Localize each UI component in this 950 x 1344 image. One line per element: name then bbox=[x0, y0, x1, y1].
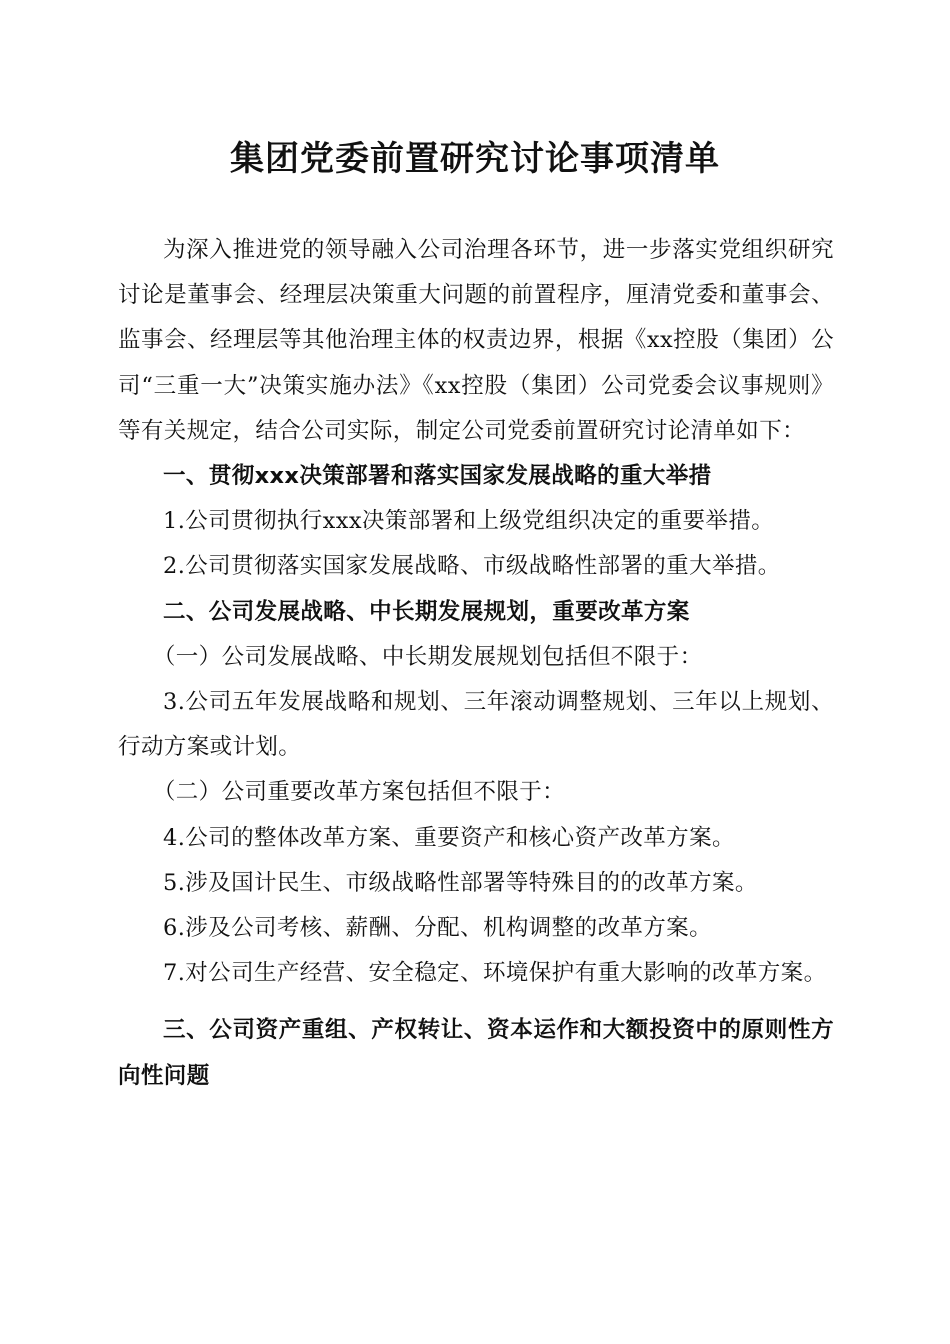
item-3: 3.公司五年发展战略和规划、三年滚动调整规划、三年以上规划、行动方案或计划。 bbox=[118, 689, 834, 761]
section-2-heading: 二、公司发展战略、中长期发展规划，重要改革方案 bbox=[163, 598, 690, 625]
item-4: 4.公司的整体改革方案、重要资产和核心资产改革方案。 bbox=[163, 824, 735, 851]
section-2-sub-1: （一）公司发展战略、中长期发展规划包括但不限于： bbox=[152, 643, 703, 670]
document-title: 集团党委前置研究讨论事项清单 bbox=[230, 139, 720, 179]
item-2: 2.公司贯彻落实国家发展战略、市级战略性部署的重大举措。 bbox=[163, 553, 781, 580]
intro-paragraph: 为深入推进党的领导融入公司治理各环节，进一步落实党组织研究讨论是董事会、经理层决策重大问题的前置程序，厘清党委和董事会、监事会、经理层等其他治理主体的权责边界，根据《xx控股（集团）公司“三重一大”决策实施办法》《xx控股（集团）公司党委会议事规则》等有关规定，结合公司实际，制定公司党委前置研究讨论清单如下： bbox=[118, 237, 834, 444]
item-5: 5.涉及国计民生、市级战略性部署等特殊目的的改革方案。 bbox=[163, 869, 758, 896]
section-1-heading: 一、贯彻xxx决策部署和落实国家发展战略的重大举措 bbox=[163, 463, 712, 490]
item-6: 6.涉及公司考核、薪酬、分配、机构调整的改革方案。 bbox=[163, 915, 712, 942]
item-1: 1.公司贯彻执行xxx决策部署和上级党组织决定的重要举措。 bbox=[163, 508, 775, 535]
item-7: 7.对公司生产经营、安全稳定、环境保护有重大影响的改革方案。 bbox=[163, 960, 827, 987]
section-2-sub-2: （二）公司重要改革方案包括但不限于： bbox=[152, 779, 566, 806]
document-body bbox=[118, 228, 834, 1099]
section-3-heading: 三、公司资产重组、产权转让、资本运作和大额投资中的原则性方向性问题 bbox=[118, 1017, 834, 1089]
